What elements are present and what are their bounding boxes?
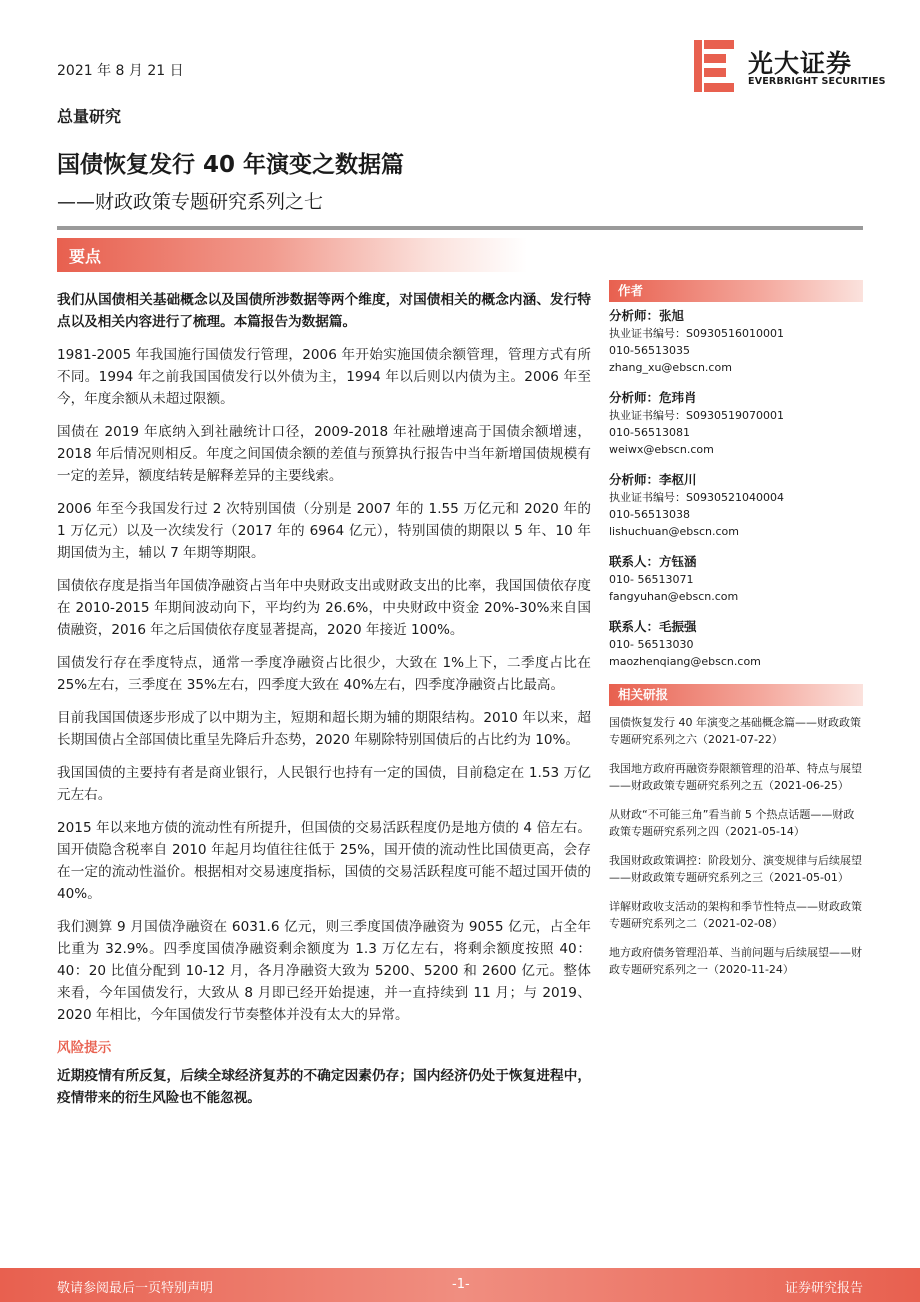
analyst-cert: 执业证书编号：S0930516010001: [609, 327, 784, 340]
summary-paragraph: 2006 年至今我国发行过 2 次特别国债（分别是 2007 年的 1.55 万亿元和 2020 年的 1 万亿元）以及一次续发行（2017 年的 6964 亿元），特别国债的期限以 5 年、10 年期国债为主，辅以 7 年期等期限。: [57, 501, 591, 561]
analyst-name: 分析师：张旭: [609, 308, 685, 323]
analyst-card: [609, 388, 863, 458]
related-report-link[interactable]: 我国财政政策调控：阶段划分、演变规律与后续展望——财政政策专题研究系列之三（2021-05-01）: [609, 854, 862, 884]
analyst-phone: 010-56513035: [609, 344, 690, 357]
summary-paragraph: 我国国债的主要持有者是商业银行，人民银行也持有一定的国债，目前稳定在 1.53 万亿元左右。: [57, 765, 591, 803]
contact-name: 联系人：毛振强: [609, 619, 697, 634]
authors-heading: 作者: [609, 280, 863, 302]
analyst-cert: 执业证书编号：S0930519070001: [609, 409, 784, 422]
analyst-email[interactable]: lishuchuan@ebscn.com: [609, 525, 739, 538]
summary-paragraph: 目前我国国债逐步形成了以中期为主，短期和超长期为辅的期限结构。2010 年以来，超长期国债占全部国债比重呈先降后升态势，2020 年剔除特别国债后的占比约为 10%。: [57, 710, 591, 748]
summary-paragraph: 国债在 2019 年底纳入到社融统计口径，2009-2018 年社融增速高于国债余额增速，2018 年后情况则相反。年度之间国债余额的差值与预算执行报告中当年新增国债规模有一定的差异，额度结转是解释差异的主要线索。: [57, 424, 591, 484]
everbright-logo-icon: [694, 40, 740, 92]
report-category: 总量研究: [57, 107, 122, 126]
report-title: 国债恢复发行 40 年演变之数据篇: [57, 152, 405, 178]
related-report-link[interactable]: 地方政府债务管理沿革、当前问题与后续展望——财政专题研究系列之一（2020-11-24）: [609, 946, 862, 976]
analyst-cert: 执业证书编号：S0930521040004: [609, 491, 784, 504]
contact-email[interactable]: fangyuhan@ebscn.com: [609, 590, 739, 603]
summary-paragraph: 国债依存度是指当年国债净融资占当年中央财政支出或财政支出的比率，我国国债依存度在 2010-2015 年期间波动向下，平均约为 26.6%，中央财政中资金 20%-30%来自国债融资，2016 年之后国债依存度显著提高，2020 年接近 100%。: [57, 578, 591, 638]
summary-paragraph: 2015 年以来地方债的流动性有所提升，但国债的交易活跃程度仍是地方债的 4 倍左右。国开债隐含税率自 2010 年起月均值往往低于 25%，国开债的流动性比国债更高，会存在一定的流动性溢价。根据相对交易速度指标，国债的交易活跃程度可能不超过国开债的 40%。: [57, 820, 591, 902]
summary-paragraph: 我们测算 9 月国债净融资在 6031.6 亿元，则三季度国债净融资为 9055 亿元，占全年比重为 32.9%。四季度国债净融资剩余额度为 1.3 万亿左右，将剩余额度按照 40：40：20 比值分配到 10-12 月，各月净融资大致为 5200、5200 和 2600 亿元。整体来看，今年国债发行，大致从 8 月即已经开始提速，并一直持续到 11 月；与 2019、2020 年相比，今年国债发行节奏整体并没有太大的异常。: [57, 919, 591, 1023]
sidebar: [609, 280, 863, 990]
key-points-heading: 要点: [69, 247, 102, 266]
analyst-card: [609, 306, 863, 376]
report-type-label: 证券研究报告: [784, 1281, 863, 1296]
contact-card: [609, 552, 863, 605]
analyst-phone: 010-56513038: [609, 508, 690, 521]
contact-phone: 010- 56513071: [609, 573, 694, 586]
page-footer: [0, 1268, 920, 1302]
related-report-link[interactable]: 国债恢复发行 40 年演变之基础概念篇——财政政策专题研究系列之六（2021-07-22）: [609, 716, 861, 746]
analyst-name: 分析师：李枢川: [609, 472, 697, 487]
key-points-banner: [57, 238, 527, 272]
report-date: 2021 年 8 月 21 日: [57, 63, 184, 79]
summary-paragraph: 国债发行存在季度特点，通常一季度净融资占比很少，大致在 1%上下，二季度占比在 25%左右，三季度在 35%左右，四季度大致在 40%左右，四季度净融资占比最高。: [57, 655, 591, 693]
contact-phone: 010- 56513030: [609, 638, 694, 651]
header-divider: [57, 226, 863, 230]
contact-card: [609, 617, 863, 670]
related-report-link[interactable]: 从财政“不可能三角”看当前 5 个热点话题——财政政策专题研究系列之四（2021-05-14）: [609, 808, 855, 838]
contact-name: 联系人：方钰涵: [609, 554, 697, 569]
disclaimer-note: 敬请参阅最后一页特别声明: [57, 1281, 214, 1296]
brand-name-en: EVERBRIGHT SECURITIES: [748, 76, 886, 87]
analyst-name: 分析师：危玮肖: [609, 390, 697, 405]
analyst-email[interactable]: zhang_xu@ebscn.com: [609, 361, 732, 374]
analyst-card: [609, 470, 863, 540]
summary-paragraph: 我们从国债相关基础概念以及国债所涉数据等两个维度，对国债相关的概念内涵、发行特点以及相关内容进行了梳理。本篇报告为数据篇。: [57, 292, 591, 330]
analyst-email[interactable]: weiwx@ebscn.com: [609, 443, 714, 456]
risk-heading: 风险提示: [57, 1040, 112, 1056]
report-subtitle: ——财政政策专题研究系列之七: [57, 191, 324, 213]
contact-email[interactable]: maozhenqiang@ebscn.com: [609, 655, 761, 668]
risk-text: 近期疫情有所反复，后续全球经济复苏的不确定因素仍存；国内经济仍处于恢复进程中，疫情带来的衍生风险也不能忽视。: [57, 1068, 591, 1106]
related-reports-heading: 相关研报: [609, 684, 863, 706]
brand-logo: [694, 40, 886, 92]
related-report-link[interactable]: 我国地方政府再融资券限额管理的沿革、特点与展望——财政政策专题研究系列之五（2021-06-25）: [609, 762, 862, 792]
page-number: -1-: [452, 1277, 470, 1292]
brand-name-cn: 光大证券: [748, 49, 853, 78]
related-report-link[interactable]: 详解财政收支活动的架构和季节性特点——财政政策专题研究系列之二（2021-02-08）: [609, 900, 862, 930]
summary-body: [57, 289, 591, 1120]
analyst-phone: 010-56513081: [609, 426, 690, 439]
summary-paragraph: 1981-2005 年我国施行国债发行管理，2006 年开始实施国债余额管理，管理方式有所不同。1994 年之前我国国债发行以外债为主，1994 年以后则以内债为主。2006 年至今，年度余额从未超过限额。: [57, 347, 591, 407]
